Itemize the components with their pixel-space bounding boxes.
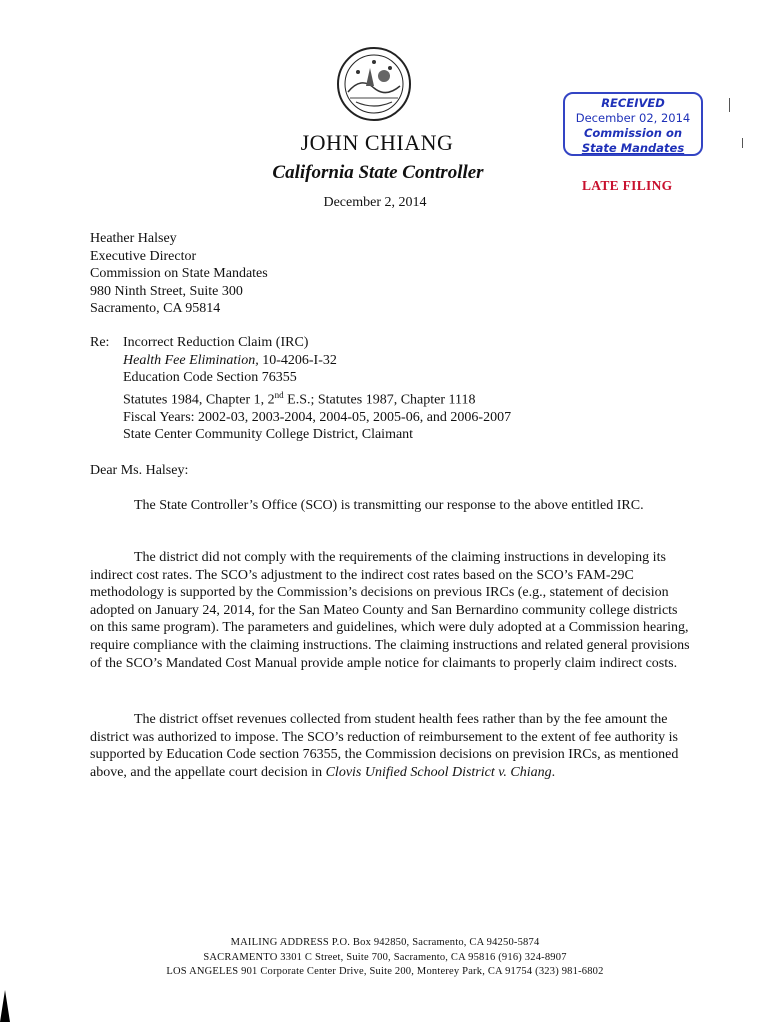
margin-mark bbox=[742, 138, 743, 148]
body-paragraph bbox=[90, 711, 690, 781]
case-citation: Clovis Unified School District v. Chiang bbox=[325, 764, 552, 780]
addressee-line: Executive Director bbox=[90, 248, 197, 264]
sender-name: JOHN CHIANG bbox=[300, 130, 454, 155]
addressee-line: Commission on State Mandates bbox=[90, 266, 268, 281]
subject-line bbox=[123, 352, 623, 370]
late-filing-label: LATE FILING bbox=[582, 178, 673, 193]
stamp-status: RECEIVED bbox=[601, 96, 665, 110]
stamp-org-line1: Commission on bbox=[583, 126, 683, 140]
statutes-part-a: Statutes 1984, Chapter 1, 2 bbox=[123, 392, 275, 408]
paragraph-text: The district offset revenues collected from student health fees rather than by the fee amount the district was authorized to impose. The SCO’s reduction of reimbursement to the extent of fee authority is supported by Education Code section 76355, the Commission decisions on prevision IRCs, as mentioned above, and the appellate court decision in bbox=[90, 712, 679, 780]
addressee-line: Heather Halsey bbox=[90, 231, 177, 246]
addressee-line: Sacramento, CA 95814 bbox=[90, 301, 221, 316]
subject-line: Fiscal Years: 2002-03, 2003-2004, 2004-05, 2005-06, and 2006-2007 bbox=[123, 409, 512, 425]
subject-line: State Center Community College District, Claimant bbox=[123, 427, 414, 443]
addressee-line: 980 Ninth Street, Suite 300 bbox=[90, 283, 243, 299]
addressee-block bbox=[90, 230, 268, 318]
paragraph-end: . bbox=[551, 764, 556, 780]
sender-title: California State Controller bbox=[272, 162, 484, 183]
subject-line: Incorrect Reduction Claim (IRC) bbox=[123, 335, 309, 350]
footer-addresses bbox=[0, 936, 770, 980]
body-paragraph: The State Controller’s Office (SCO) is transmitting our response to the above entitled IRC. bbox=[134, 498, 644, 513]
scan-mark bbox=[0, 990, 10, 1022]
stamp-organization bbox=[565, 126, 701, 156]
footer-line: SACRAMENTO 3301 C Street, Suite 700, Sacramento, CA 95816 (916) 324-8907 bbox=[203, 951, 567, 963]
stamp-date: December 02, 2014 bbox=[575, 111, 691, 125]
footer-line: LOS ANGELES 901 Corporate Center Drive, Suite 200, Monterey Park, CA 91754 (323) 981-6802 bbox=[166, 966, 604, 977]
footer-line: MAILING ADDRESS P.O. Box 942850, Sacramento, CA 94250-5874 bbox=[230, 937, 540, 948]
subject-line: Education Code Section 76355 bbox=[123, 370, 297, 385]
subject-label: Re: bbox=[90, 335, 110, 350]
body-paragraph: The district did not comply with the requirements of the claiming instructions in developing its indirect cost rates. The SCO’s adjustment to the indirect cost rates based on the SCO’s FAM-29C methodology is supported by the Commission’s decisions on previous IRCs (e.g., statement of decision adopted on January 24, 2014, for the San Mateo County and San Bernardino community college districts on this same program). The parameters and guidelines, which were duly adopted at a Commission hearing, require compliance with the claiming instructions. The claiming instructions and related general provisions of the SCO’s Mandated Cost Manual provide ample notice for claimants to properly claim indirect costs. bbox=[90, 550, 690, 671]
ordinal-suffix: nd bbox=[274, 389, 284, 400]
statutes-part-b: E.S.; Statutes 1987, Chapter 1118 bbox=[283, 392, 476, 408]
letter-date: December 2, 2014 bbox=[323, 195, 427, 210]
margin-mark bbox=[729, 98, 730, 112]
salutation: Dear Ms. Halsey: bbox=[90, 463, 189, 478]
claim-number: 10-4206-I-32 bbox=[258, 352, 337, 368]
received-stamp bbox=[563, 92, 703, 156]
program-name: Health Fee Elimination, bbox=[123, 352, 259, 368]
stamp-org-line2: State Mandates bbox=[581, 141, 685, 155]
subject-line bbox=[123, 387, 623, 409]
state-seal-icon bbox=[336, 46, 412, 122]
